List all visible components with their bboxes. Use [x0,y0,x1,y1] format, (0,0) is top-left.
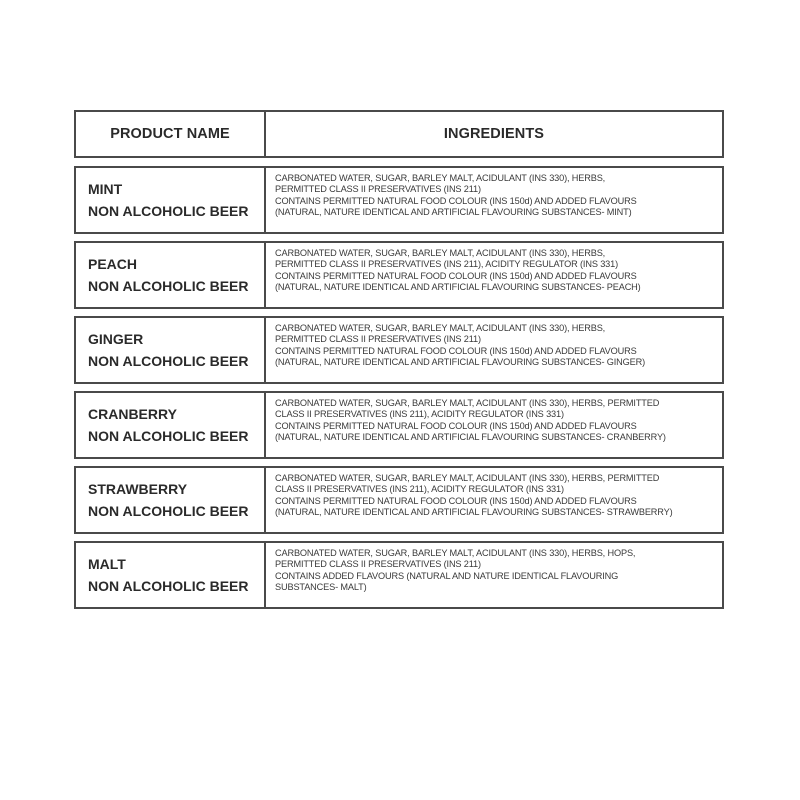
ingredients-cell [266,168,722,232]
product-type: NON ALCOHOLIC BEER [88,353,249,369]
ingredients-line: CARBONATED WATER, SUGAR, BARLEY MALT, ACIDULANT (INS 330), HERBS, [275,173,606,183]
product-type: NON ALCOHOLIC BEER [88,203,249,219]
ingredients-line: (NATURAL, NATURE IDENTICAL AND ARTIFICIAL FLAVOURING SUBSTANCES- PEACH) [275,282,641,293]
table-row-peach [74,241,724,309]
ingredients-line: PERMITTED CLASS II PRESERVATIVES (INS 211), ACIDITY REGULATOR (INS 331) [275,259,618,270]
ingredients-line: CONTAINS PERMITTED NATURAL FOOD COLOUR (INS 150d) AND ADDED FLAVOURS [275,270,637,281]
ingredients-line: CONTAINS PERMITTED NATURAL FOOD COLOUR (INS 150d) AND ADDED FLAVOURS [275,495,637,506]
ingredients-line: PERMITTED CLASS II PRESERVATIVES (INS 211) [275,559,481,570]
ingredients-line: CARBONATED WATER, SUGAR, BARLEY MALT, ACIDULANT (INS 330), HERBS, PERMITTED [275,473,660,483]
ingredients-line: CLASS II PRESERVATIVES (INS 211), ACIDITY REGULATOR (INS 331) [275,484,564,495]
ingredients-line: CLASS II PRESERVATIVES (INS 211), ACIDITY REGULATOR (INS 331) [275,409,564,420]
table-row-strawberry [74,466,724,534]
header-ingredients: INGREDIENTS [443,126,545,142]
table-row-cranberry [74,391,724,459]
ingredients-cell [266,393,722,457]
product-name-cell [76,468,266,532]
product-type: NON ALCOHOLIC BEER [88,578,249,594]
ingredients-cell [266,468,722,532]
ingredients-line: (NATURAL, NATURE IDENTICAL AND ARTIFICIAL FLAVOURING SUBSTANCES- GINGER) [275,357,646,368]
ingredients-line: CARBONATED WATER, SUGAR, BARLEY MALT, ACIDULANT (INS 330), HERBS, PERMITTED [275,398,660,408]
ingredients-table [74,110,724,609]
product-flavour: CRANBERRY [88,406,177,422]
ingredients-line: CONTAINS PERMITTED NATURAL FOOD COLOUR (INS 150d) AND ADDED FLAVOURS [275,195,637,206]
product-name-cell [76,243,266,307]
product-flavour: MINT [88,181,123,197]
ingredients-line: (NATURAL, NATURE IDENTICAL AND ARTIFICIAL FLAVOURING SUBSTANCES- CRANBERRY) [275,432,666,443]
ingredients-cell [266,243,722,307]
product-flavour: STRAWBERRY [88,481,188,497]
ingredients-line: CARBONATED WATER, SUGAR, BARLEY MALT, ACIDULANT (INS 330), HERBS, [275,323,606,333]
table-row-ginger [74,316,724,384]
ingredients-line: (NATURAL, NATURE IDENTICAL AND ARTIFICIAL FLAVOURING SUBSTANCES- MINT) [275,207,632,218]
ingredients-line: (NATURAL, NATURE IDENTICAL AND ARTIFICIAL FLAVOURING SUBSTANCES- STRAWBERRY) [275,507,673,518]
product-name-cell [76,318,266,382]
product-name-cell [76,393,266,457]
ingredients-cell [266,543,722,607]
product-type: NON ALCOHOLIC BEER [88,428,249,444]
ingredients-line: CONTAINS PERMITTED NATURAL FOOD COLOUR (INS 150d) AND ADDED FLAVOURS [275,345,637,356]
ingredients-line: CARBONATED WATER, SUGAR, BARLEY MALT, ACIDULANT (INS 330), HERBS, [275,248,606,258]
product-type: NON ALCOHOLIC BEER [88,278,249,294]
product-type: NON ALCOHOLIC BEER [88,503,249,519]
table-row-mint [74,166,724,234]
product-flavour: MALT [88,556,126,572]
ingredients-line: CONTAINS PERMITTED NATURAL FOOD COLOUR (INS 150d) AND ADDED FLAVOURS [275,420,637,431]
header-product-name: PRODUCT NAME [76,112,266,156]
table-header [74,110,724,158]
product-name-cell [76,543,266,607]
ingredients-line: PERMITTED CLASS II PRESERVATIVES (INS 211) [275,184,481,195]
ingredients-cell [266,318,722,382]
product-flavour: GINGER [88,331,144,347]
product-flavour: PEACH [88,256,138,272]
table-row-malt [74,541,724,609]
ingredients-line: CONTAINS ADDED FLAVOURS (NATURAL AND NATURE IDENTICAL FLAVOURING [275,570,619,581]
ingredients-line: CARBONATED WATER, SUGAR, BARLEY MALT, ACIDULANT (INS 330), HERBS, HOPS, [275,548,636,558]
ingredients-line: SUBSTANCES- MALT) [275,582,367,593]
product-name-cell [76,168,266,232]
ingredients-line: PERMITTED CLASS II PRESERVATIVES (INS 211) [275,334,481,345]
